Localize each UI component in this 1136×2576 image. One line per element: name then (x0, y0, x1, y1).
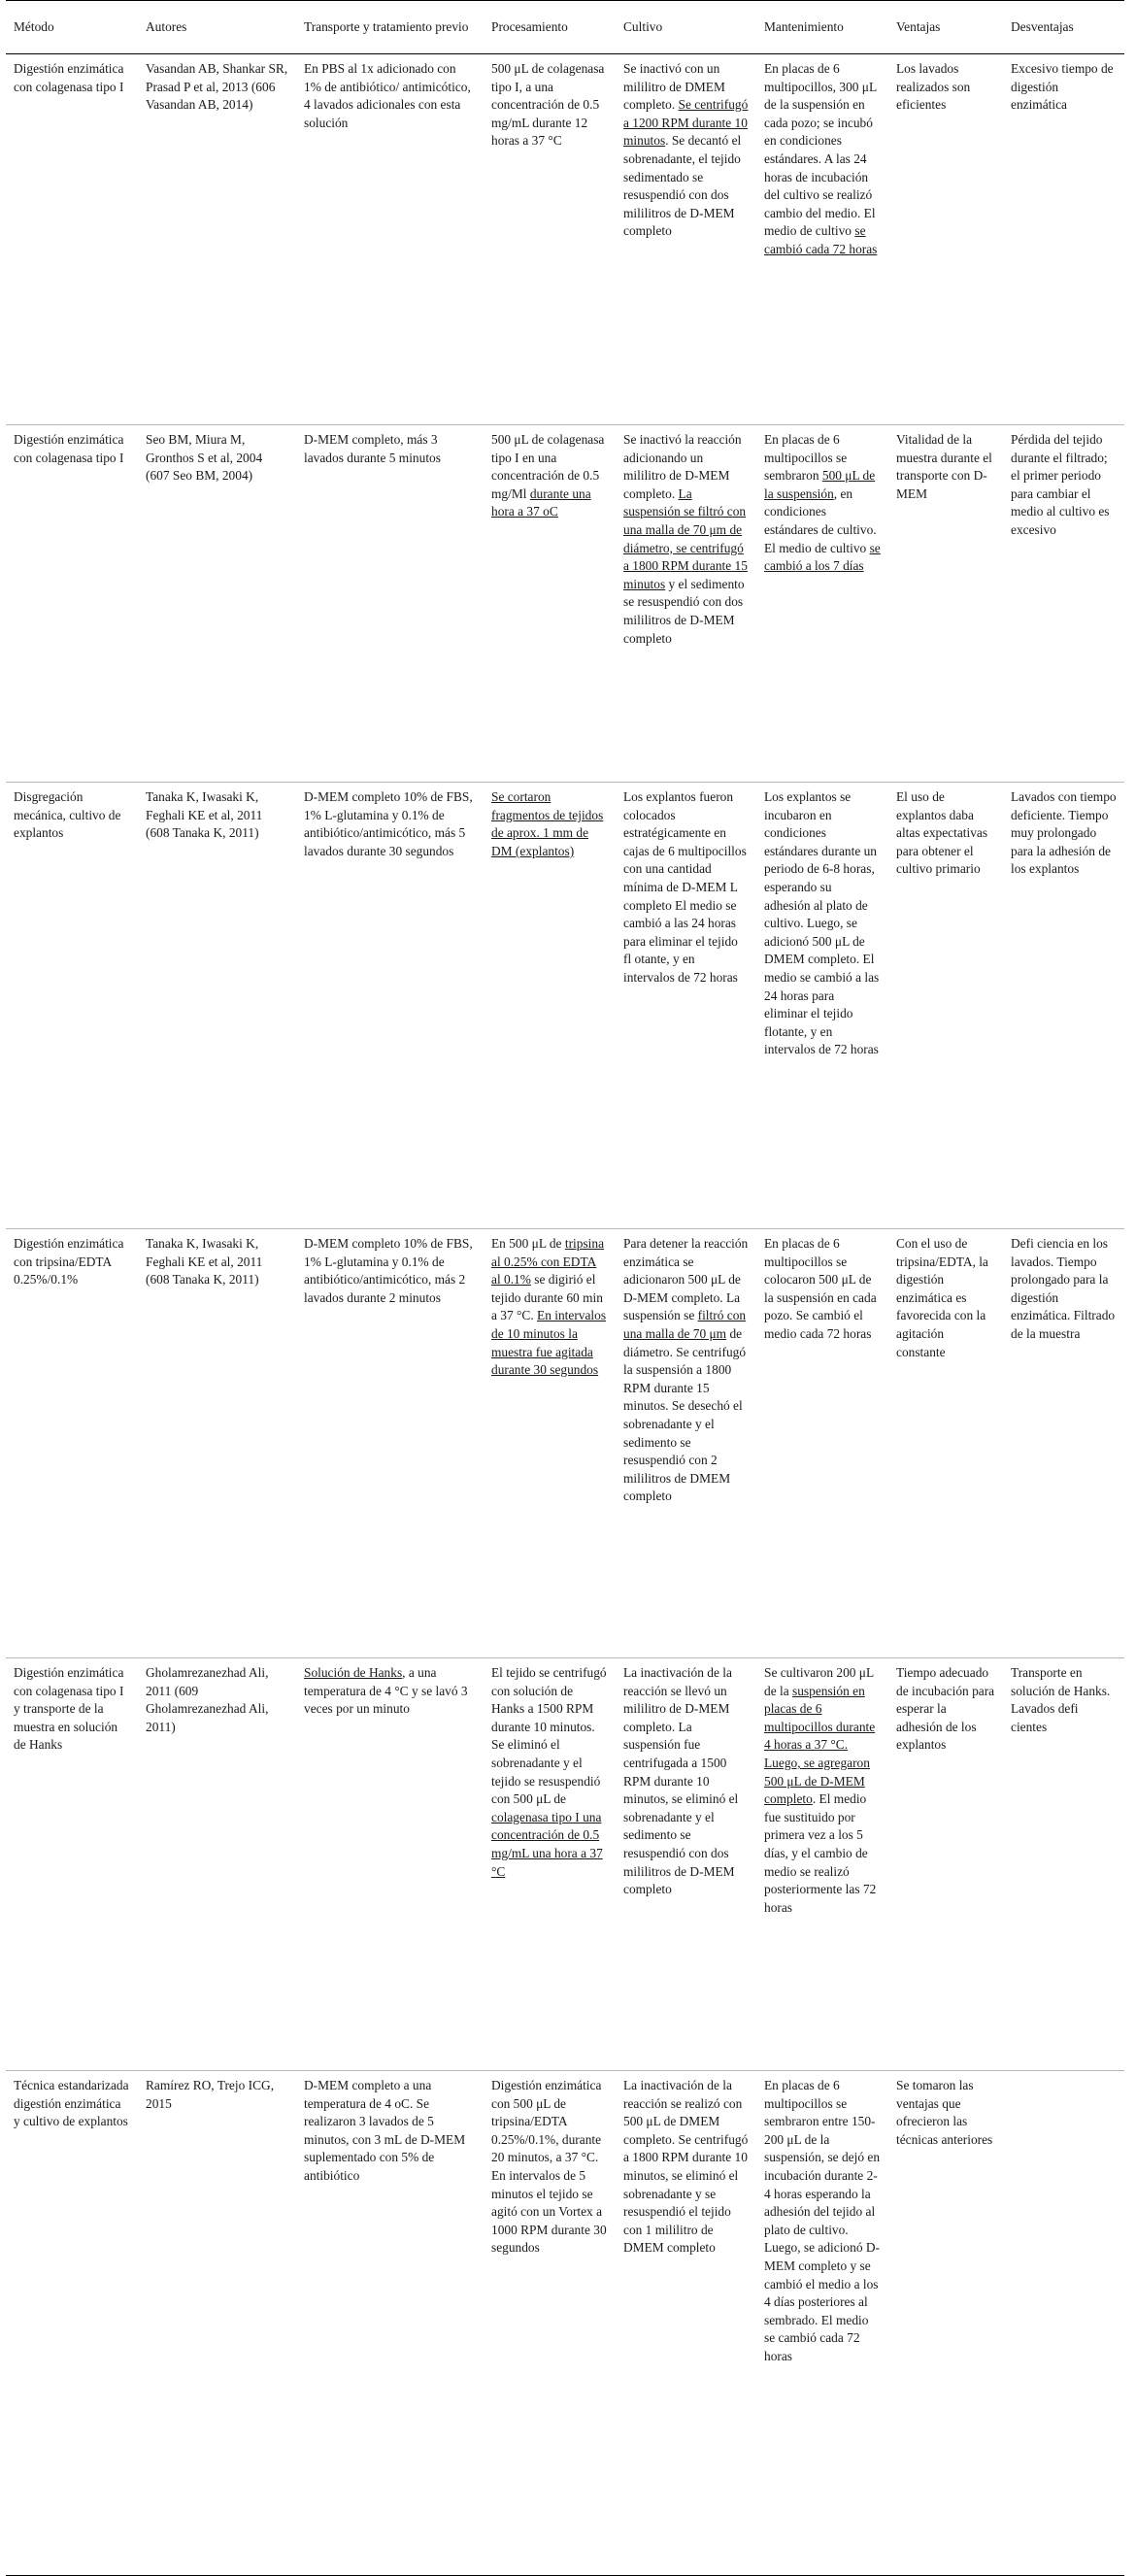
cell-mantenimiento (756, 1658, 888, 2071)
cell-mantenimiento: En placas de 6 multipocillos se sembraron entre 150-200 μL de la suspensión, se dejó en incubación durante 2-4 horas esperando la adhesión del tejido al plato de cultivo. Luego, se adicionó D-MEM completo y se cambió el medio a los 4 días posteriores al sembrado. El medio se cambió cada 72 horas (756, 2071, 888, 2576)
cell-procesamiento: 500 μL de colagenasa tipo I, a una concentración de 0.5 mg/mL durante 12 horas a 37 °C (484, 54, 616, 425)
cell-autores: Tanaka K, Iwasaki K, Feghali KE et al, 2011 (608 Tanaka K, 2011) (138, 783, 296, 1229)
header-transporte: Transporte y tratamiento previo (296, 1, 484, 54)
table-row (6, 783, 1124, 1229)
cell-transporte: D-MEM completo 10% de FBS, 1% L-glutamina y 0.1% de antibiótico/antimicótico, más 5 lavados durante 30 segundos (296, 783, 484, 1229)
cell-ventajas: Tiempo adecuado de incubación para esperar la adhesión de los explantos (888, 1658, 1003, 2071)
trans-underlined: Solución de Hanks (304, 1665, 403, 1680)
cell-mantenimiento: En placas de 6 multipocillos se colocaron 500 μL de la suspensión en cada pozo. Se cambió el medio cada 72 horas (756, 1229, 888, 1658)
table-body (6, 54, 1124, 2576)
table-row (6, 425, 1124, 783)
cell-ventajas: El uso de explantos daba altas expectativas para obtener el cultivo primario (888, 783, 1003, 1229)
cell-procesamiento: Digestión enzimática con 500 μL de tripsina/EDTA 0.25%/0.1%, durante 20 minutos, a 37 °C. En intervalos de 5 minutos el tejido se agitó con un Vortex a 1000 RPM durante 30 segundos (484, 2071, 616, 2576)
cultivo-underlined: La suspensión se filtró con una malla de 70 μm de diámetro, se centrifugó a 1800 RPM durante 15 minutos (623, 485, 748, 591)
mant-text-cont: , en condiciones estándares de cultivo. El medio de cultivo (764, 485, 877, 555)
cell-metodo: Digestión enzimática con colagenasa tipo I (6, 425, 138, 783)
cultivo-underlined: filtró con una malla de 70 μm (623, 1308, 747, 1341)
header-cultivo: Cultivo (616, 1, 756, 54)
cell-cultivo: La inactivación de la reacción se realizó con 500 μL de DMEM completo. Se centrifugó a 1800 RPM durante 10 minutos, se eliminó el sobrenadante y se resuspendió el tejido con 1 mililitro de DMEM completo (616, 2071, 756, 2576)
cell-metodo: Disgregación mecánica, cultivo de explantos (6, 783, 138, 1229)
table-row (6, 54, 1124, 425)
header-autores: Autores (138, 1, 296, 54)
proc-underlined-2: En intervalos de 10 minutos la muestra fue agitada durante 30 segundos (491, 1308, 607, 1378)
mant-text: Se cultivaron 200 μL de la (764, 1665, 874, 1698)
proc-underlined: durante una hora a 37 oC (491, 485, 591, 519)
cell-mantenimiento (756, 54, 888, 425)
cell-metodo: Digestión enzimática con colagenasa tipo I y transporte de la muestra en solución de Hanks (6, 1658, 138, 2071)
cell-cultivo: La inactivación de la reacción se llevó un mililitro de D-MEM completo. La suspensión fue centrifugada a 1500 RPM durante 10 minutos, se eliminó el sobrenadante y el sedimento se resuspendió con dos mililitros de D-MEM completo (616, 1658, 756, 2071)
cell-autores: Ramírez RO, Trejo ICG, 2015 (138, 2071, 296, 2576)
mant-text: En placas de 6 multipocillos se sembraron (764, 432, 848, 484)
cell-autores: Vasandan AB, Shankar SR, Prasad P et al, 2013 (606 Vasandan AB, 2014) (138, 54, 296, 425)
cell-procesamiento (484, 425, 616, 783)
cell-ventajas: Vitalidad de la muestra durante el transporte con D-MEM (888, 425, 1003, 783)
table-row (6, 1658, 1124, 2071)
cultivo-text-cont: y el sedimento se resuspendió con dos mililitros de D-MEM completo (623, 576, 745, 646)
proc-text: 500 μL de colagenasa tipo I en una concentración de 0.5 mg/Ml (491, 432, 605, 501)
table-header (6, 1, 1124, 54)
cell-metodo: Digestión enzimática con colagenasa tipo I (6, 54, 138, 425)
mant-underlined: se cambió cada 72 horas (764, 223, 878, 256)
cell-autores: Seo BM, Miura M, Gronthos S et al, 2004 (607 Seo BM, 2004) (138, 425, 296, 783)
cultivo-text-cont: de diámetro. Se centrifugó la suspensión a 1800 RPM durante 15 minutos. Se desechó el sobrenadante y el sedimento se resuspendió con 2 mililitros de DMEM completo (623, 1325, 747, 1504)
table-row (6, 1229, 1124, 1658)
cell-metodo: Digestión enzimática con tripsina/EDTA 0.25%/0.1% (6, 1229, 138, 1658)
cell-desventajas: Pérdida del tejido durante el filtrado; el primer periodo para cambiar el medio al cultivo es excesivo (1003, 425, 1124, 783)
header-row (6, 1, 1124, 54)
cell-transporte (296, 1658, 484, 2071)
cell-cultivo (616, 54, 756, 425)
cell-cultivo: Los explantos fueron colocados estratégicamente en cajas de 6 multipocillos con una cantidad mínima de D-MEM L completo El medio se cambió a las 24 horas para eliminar el tejido fl otante, y en intervalos de 72 horas (616, 783, 756, 1229)
cell-autores: Gholamrezanezhad Ali, 2011 (609 Gholamrezanezhad Ali, 2011) (138, 1658, 296, 2071)
cell-cultivo (616, 1229, 756, 1658)
proc-underlined: colagenasa tipo I una concentración de 0.5 mg/mL una hora a 37 °C (491, 1809, 603, 1879)
cell-desventajas: Lavados con tiempo deficiente. Tiempo muy prolongado para la adhesión de los explantos (1003, 783, 1124, 1229)
header-ventajas: Ventajas (888, 1, 1003, 54)
cell-transporte: D-MEM completo, más 3 lavados durante 5 minutos (296, 425, 484, 783)
cultivo-text: Se inactivó con un mililitro de DMEM completo. (623, 61, 725, 113)
mant-underlined: suspensión en placas de 6 multipocillos durante 4 horas a 37 °C. Luego, se agregaron 500 μL de D-MEM completo (764, 1683, 876, 1807)
cell-procesamiento (484, 783, 616, 1229)
cultivo-text-cont: . Se decantó el sobrenadante, el tejido sedimentado se resuspendió con dos mililitros de D-MEM completo (623, 133, 742, 239)
cell-procesamiento (484, 1658, 616, 2071)
cultivo-underlined: Se centrifugó a 1200 RPM durante 10 minutos (623, 97, 749, 149)
table-row (6, 2071, 1124, 2576)
cultivo-text: Se inactivó la reacción adicionando un mililitro de D-MEM completo. (623, 432, 742, 501)
cell-cultivo (616, 425, 756, 783)
cell-desventajas: Transporte en solución de Hanks. Lavados defi cientes (1003, 1658, 1124, 2071)
trans-text: , a una temperatura de 4 °C y se lavó 3 veces por un minuto (304, 1665, 468, 1717)
mant-text-cont: . El medio fue sustituido por primera vez a los 5 días, y el cambio de medio se realizó posteriormente las 72 horas (764, 1791, 877, 1915)
cell-metodo: Técnica estandarizada digestión enzimática y cultivo de explantos (6, 2071, 138, 2576)
proc-text: En 500 μL de (491, 1236, 565, 1251)
cell-ventajas: Los lavados realizados son eficientes (888, 54, 1003, 425)
cell-transporte: D-MEM completo 10% de FBS, 1% L-glutamina y 0.1% de antibiótico/antimicótico, más 2 lavados durante 2 minutos (296, 1229, 484, 1658)
cultivo-text: Para detener la reacción enzimática se adicionaron 500 μL de D-MEM completo. La suspensión se (623, 1236, 749, 1323)
header-mantenimiento: Mantenimiento (756, 1, 888, 54)
cell-transporte: D-MEM completo a una temperatura de 4 oC. Se realizaron 3 lavados de 5 minutos, con 3 mL de D-MEM suplementado con 5% de antibiótico (296, 2071, 484, 2576)
cell-desventajas (1003, 2071, 1124, 2576)
cell-desventajas: Defi ciencia en los lavados. Tiempo prolongado para la digestión enzimática. Filtrado de la muestra (1003, 1229, 1124, 1658)
proc-text: El tejido se centrifugó con solución de Hanks a 1500 RPM durante 10 minutos. Se eliminó el sobrenadante y el tejido se resuspendió con 500 μL de (491, 1665, 607, 1807)
cell-mantenimiento (756, 425, 888, 783)
header-metodo: Método (6, 1, 138, 54)
proc-text-cont: se digirió el tejido durante 60 min a 37 °C. (491, 1272, 603, 1323)
mant-underlined: 500 μL de la suspensión (764, 468, 876, 501)
proc-underlined: Se cortaron fragmentos de tejidos de aprox. 1 mm de DM (explantos) (491, 789, 604, 858)
cell-desventajas: Excesivo tiempo de digestión enzimática (1003, 54, 1124, 425)
cell-ventajas: Con el uso de tripsina/EDTA, la digestión enzimática es favorecida con la agitación constante (888, 1229, 1003, 1658)
header-desventajas: Desventajas (1003, 1, 1124, 54)
mant-text: En placas de 6 multipocillos, 300 μL de la suspensión en cada pozo; se incubó en condiciones estándares. A las 24 horas de incubación del cultivo se realizó cambio del medio. El medio de cultivo (764, 61, 877, 239)
cell-ventajas: Se tomaron las ventajas que ofrecieron las técnicas anteriores (888, 2071, 1003, 2576)
cell-transporte: En PBS al 1x adicionado con 1% de antibiótico/ antimicótico, 4 lavados adicionales con esta solución (296, 54, 484, 425)
mant-underlined-2: se cambió a los 7 días (764, 540, 881, 574)
cell-autores: Tanaka K, Iwasaki K, Feghali KE et al, 2011 (608 Tanaka K, 2011) (138, 1229, 296, 1658)
cell-mantenimiento: Los explantos se incubaron en condiciones estándares durante un periodo de 6-8 horas, esperando su adhesión al plato de cultivo. Luego, se adicionó 500 μL de DMEM completo. El medio se cambió a las 24 horas para eliminar el tejido flotante, y en intervalos de 72 horas (756, 783, 888, 1229)
proc-underlined: tripsina al 0.25% con EDTA al 0.1% (491, 1236, 605, 1288)
header-procesamiento: Procesamiento (484, 1, 616, 54)
protocol-comparison-table (6, 0, 1124, 2576)
cell-procesamiento (484, 1229, 616, 1658)
